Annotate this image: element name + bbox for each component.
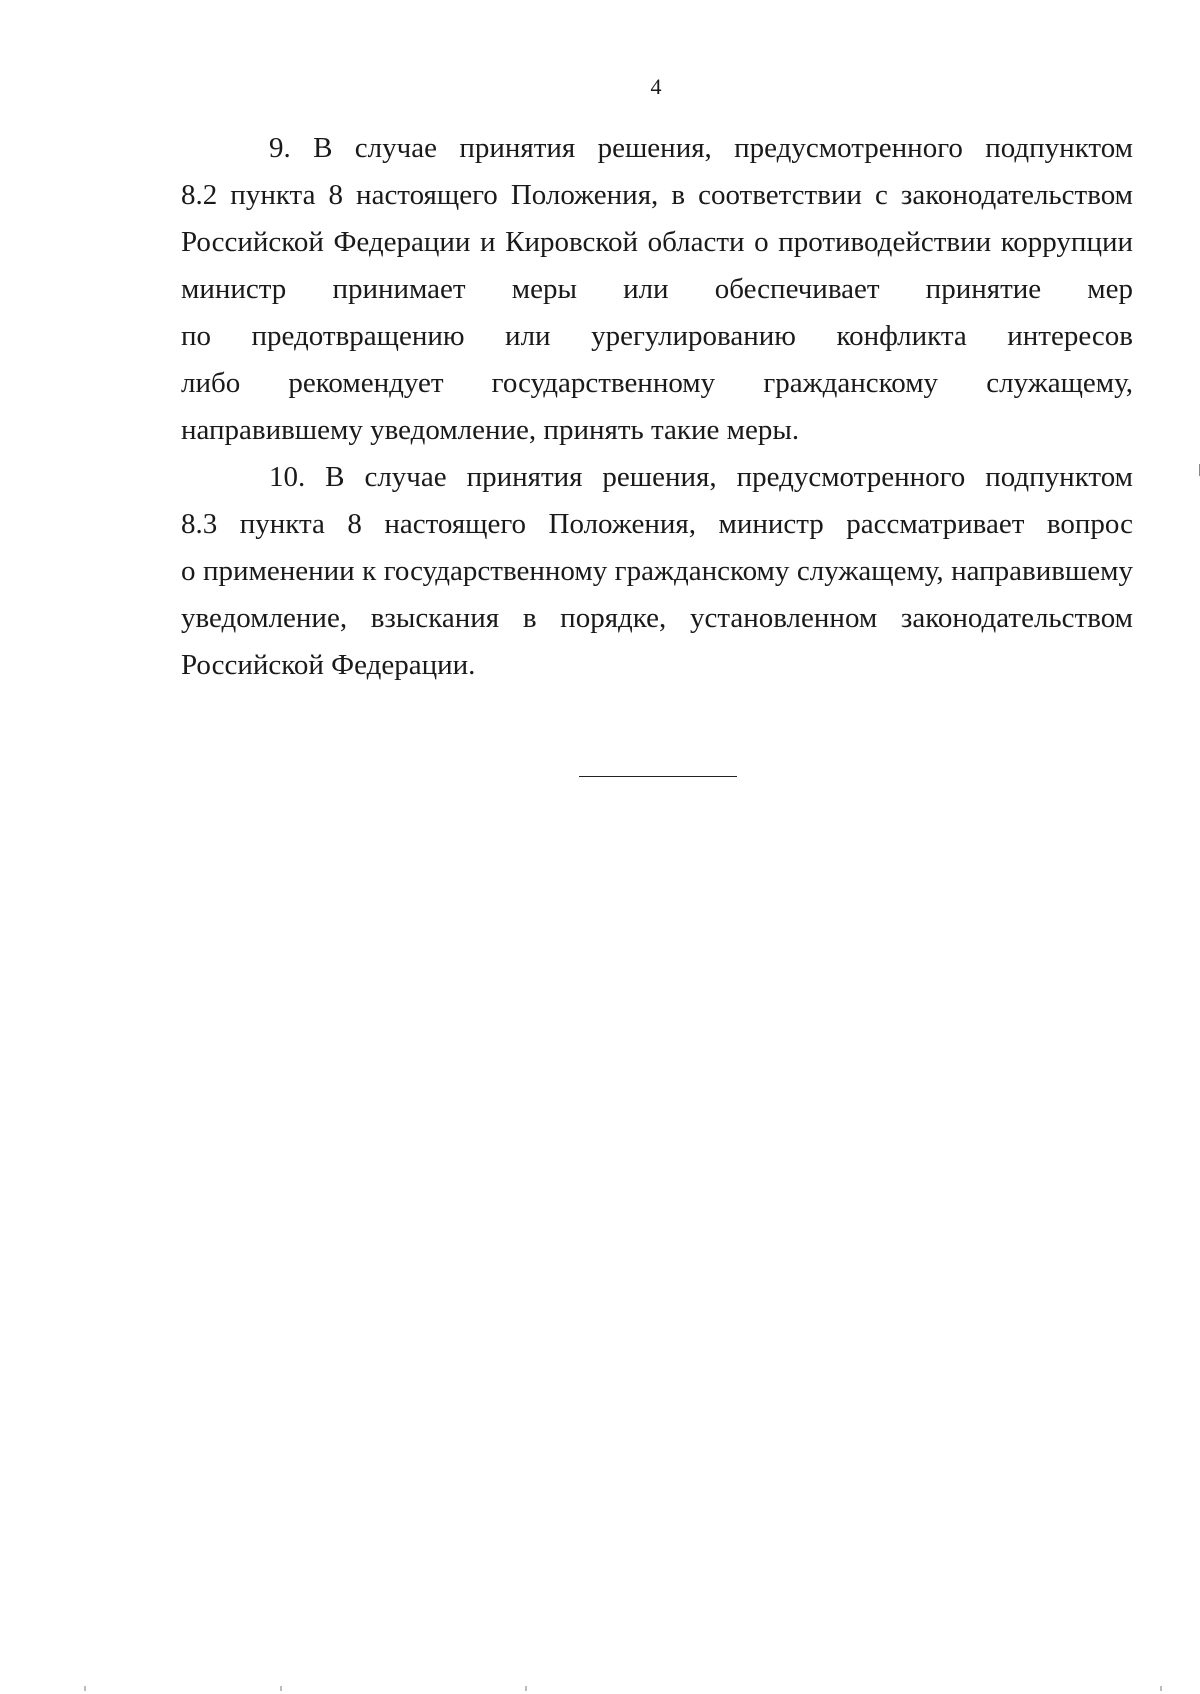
paragraph-line: либо рекомендует государственному гражданскому служащему, [181,367,1133,399]
paragraph-line: 10. В случае принятия решения, предусмотренного подпунктом [269,461,1133,493]
paragraph-line: по предотвращению или урегулированию конфликта интересов [181,320,1133,352]
paragraph-line: 8.3 пункта 8 настоящего Положения, министр рассматривает вопрос [181,508,1133,540]
paragraph-line: Российской Федерации. [181,649,476,681]
paragraph-line: министр принимает меры или обеспечивает принятие мер [181,273,1133,305]
paragraph-9 [181,125,1133,454]
paragraph-line: о применении к государственному гражданскому служащему, направившему [181,555,1133,587]
paragraph-line: направившему уведомление, принять такие меры. [181,414,800,446]
paragraph-10 [181,454,1133,689]
scan-speck [525,1686,527,1691]
paragraph-line: 9. В случае принятия решения, предусмотренного подпунктом [269,132,1133,164]
page-number: 4 [650,74,662,99]
end-of-document-rule [579,776,737,777]
paragraph-line: 8.2 пункта 8 настоящего Положения, в соответствии с законодательством [181,179,1133,211]
scan-speck [84,1686,86,1691]
paragraph-line: Российской Федерации и Кировской области о противодействии коррупции [181,226,1133,258]
paragraph-line: уведомление, взыскания в порядке, установленном законодательством [181,602,1133,634]
scan-speck [280,1686,282,1691]
document-body [181,125,1133,689]
scan-speck [1160,1686,1162,1691]
